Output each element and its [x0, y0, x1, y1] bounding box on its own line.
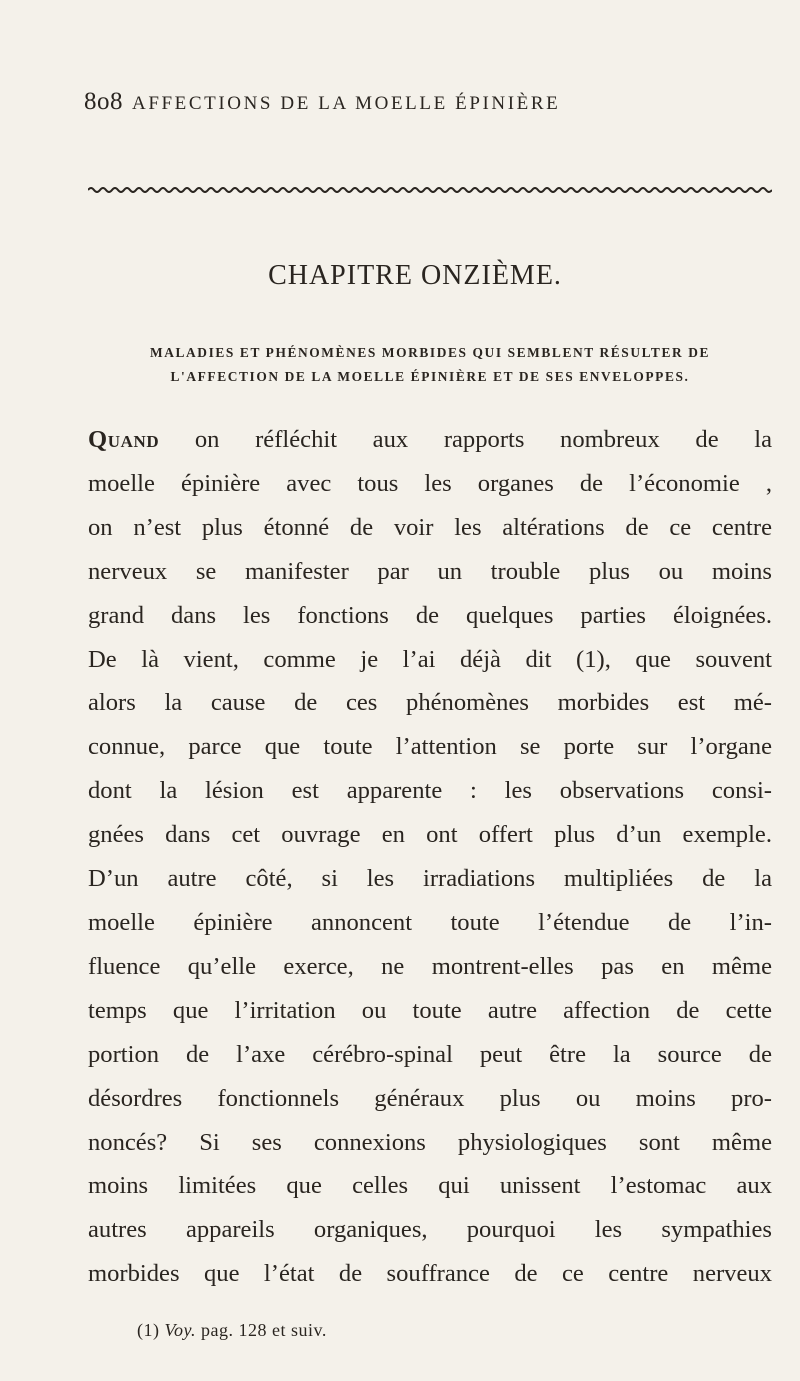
footnote	[137, 1320, 327, 1341]
text-line: connue, parce que toute l’attention se porte sur l’organe	[88, 733, 772, 761]
text-line: dont la lésion est apparente : les observations consi-	[88, 777, 772, 805]
text-line: on n’est plus étonné de voir les altérations de ce centre	[88, 513, 772, 541]
text-line: temps que l’irritation ou toute autre affection de cette	[88, 996, 772, 1024]
text-line: portion de l’axe cérébro-spinal peut être la source de	[88, 1040, 772, 1068]
lead-word: Quand	[88, 426, 160, 453]
subtitle-line: L'AFFECTION DE LA MOELLE ÉPINIÈRE ET DE SES ENVELOPPES.	[170, 369, 690, 384]
text-line: gnées dans cet ouvrage en ont offert plus d’un exemple.	[88, 821, 772, 849]
text-line: Quand on réfléchit aux rapports nombreux de la	[88, 426, 772, 453]
chapter-subtitle	[88, 341, 772, 389]
text-line: fluence qu’elle exerce, ne montrent-elles pas en même	[88, 952, 772, 980]
text-line: moelle épinière avec tous les organes de l’économie ,	[88, 469, 772, 497]
text-line: grand dans les fonctions de quelques parties éloignées.	[88, 601, 772, 629]
ornamental-divider	[88, 186, 772, 194]
page-number: 8o8	[84, 88, 123, 115]
text-line: désordres fonctionnels généraux plus ou moins pro-	[88, 1084, 772, 1112]
text-line: alors la cause de ces phénomènes morbides est mé-	[88, 689, 772, 717]
subtitle-line: MALADIES ET PHÉNOMÈNES MORBIDES QUI SEMBLENT RÉSULTER DE	[150, 345, 710, 360]
footnote-text: pag. 128 et suiv.	[201, 1320, 327, 1340]
footnote-abbr: Voy.	[164, 1320, 196, 1340]
text-line: morbides que l’état de souffrance de ce centre nerveux	[88, 1260, 772, 1288]
text-line: nerveux se manifester par un trouble plus ou moins	[88, 557, 772, 585]
footnote-marker: (1)	[137, 1320, 160, 1340]
text-line: moins limitées que celles qui unissent l’estomac aux	[88, 1172, 772, 1200]
text-line: D’un autre côté, si les irradiations multipliées de la	[88, 865, 772, 893]
text-line: De là vient, comme je l’ai déjà dit (1), que souvent	[88, 645, 772, 673]
text-line: autres appareils organiques, pourquoi les sympathies	[88, 1216, 772, 1244]
chapter-title: CHAPITRE ONZIÈME.	[268, 260, 562, 291]
running-title: AFFECTIONS DE LA MOELLE ÉPINIÈRE	[132, 93, 561, 114]
text-line: noncés? Si ses connexions physiologiques sont même	[88, 1128, 772, 1156]
text-line: moelle épinière annoncent toute l’étendue de l’in-	[88, 908, 772, 936]
body-paragraph	[88, 418, 772, 1296]
